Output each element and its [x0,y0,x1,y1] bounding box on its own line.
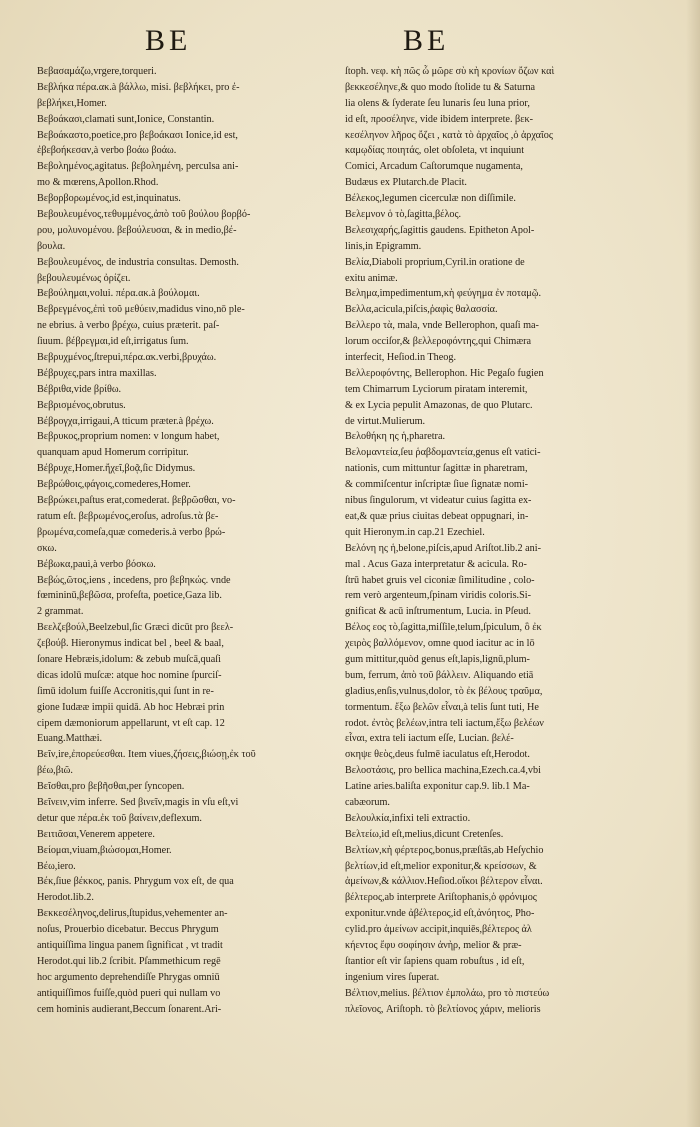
text-line: Βελομαντεία,ſeu ῥαβδομαντεία,genus eſt vatici- [345,447,541,459]
text-line: ζεβούβ. Hieronymus indicat bel , beel & baal, [37,638,224,650]
text-line: nationis, cum mittuntur ſagittæ in pharetram, [345,463,528,475]
text-line: Βεελζεβούλ,Beelzebul,ſic Græci dicūt pro βεελ- [37,622,234,634]
text-line: Βελόνη ης ἡ,belone,piſcis,apud Ariſtot.lib.2 ani- [345,542,541,554]
text-line: Βελεσιχαρής,ſagittis gaudens. Epitheton Apol- [345,224,535,236]
text-line: & commiſcentur inſcriptæ ſiue ſignatæ nomi- [345,479,529,491]
text-line: exitu animæ. [345,272,398,284]
text-line: ρου, μολυνομένου. βεβούλευσαι, & in medio,βέ- [37,224,237,236]
text-line: Comici, Arcadum Caſtorumque nugamenta, [345,161,523,173]
text-line: Βεβολημένος,agitatus. βεβολημένη, perculsa ani- [37,161,239,173]
text-line: ratum eſt. βεβρωμένος,eroſus, adroſus.τὰ βε- [37,510,219,522]
text-line: Βεβρισμένος,obrutus. [37,399,126,411]
text-line: fœmininū,βεβῶσα, profeſta, poetice,Gaza lib. [37,590,222,602]
text-line: ἀμείνων,& κάλλιον.Heſiod.οἴκοι βέλτερον εἶναι. [345,876,543,888]
text-line: antiquiſſimos fuiſſe,quòd pueri qui nullam vo [37,987,221,999]
text-line: Βεβρώθοις,φάγοις,comederes,Homer. [37,479,191,491]
text-line: Βεβρεγμένος,ἐπὶ τοῦ μεθύειν,madidus vino,nō ple- [37,304,245,316]
text-line: ſtrū habet gruis vel ciconiæ ſimilitudine , colo- [345,574,535,586]
text-line: Βεκκεσέληνος,delirus,ſtupidus,vehementer an- [37,908,228,920]
text-line: Βεβούλημαι,volui. πέρα.ακ.à βούλομαι. [37,288,200,300]
text-line: mal . Acus Gaza interpretatur & acicula. Ro- [345,558,527,570]
text-line: Βελοστάσις, pro bellica machina,Ezech.ca.4,vbi [345,765,541,777]
text-line: Βειτιᾶσαι,Venerem appetere. [37,828,155,840]
text-line: βουλα. [37,240,66,252]
text-line: lia olens & ſyderate ſeu lunaris ſeu luna prior, [345,97,530,109]
text-line: noſus, Prouerbio dicebatur. Beccus Phrygum [37,924,219,936]
text-line: cylid.pro ἀμείνων accipit,inquiēs,βέλτερος ἀλ [345,924,532,936]
text-line: lorum occiſor,& βελλεροφόντης,qui Chimæra [345,336,532,348]
text-line: Βέβρυχες,pars intra maxillas. [37,367,157,379]
text-line: Βέβρογχα,irrigaui,A tticum præter.à βρέχω. [37,415,214,427]
text-line: βελτίων,id eſt,melior exponitur,& κρείσσων, & [345,860,537,872]
text-line: Βελουλκία,infixi teli extractio. [345,812,471,824]
right-column [345,64,668,1017]
text-line: Βεβρώκει,paſtus erat,comederat. βεβρῶσθαι, vo- [37,495,236,507]
text-line: Βεβοάκασι,clamati sunt,Ionice, Constantin. [37,113,215,125]
text-line: εἶναι, extra teli iactum eſſe, Lucian. βελέ- [345,733,514,745]
text-line: σκηψε θεὸς,deus fulmē iaculatus eſt,Herodot. [345,749,530,761]
text-line: Βέβριθα,vide βρίθω. [37,383,122,395]
text-line: bum, ferrum, ἀπὸ τοῦ βάλλειν. Aliquando etiā [345,669,534,681]
text-line: gum mittitur,quòd genus eſt,lapis,lignū,plum- [345,653,530,665]
text-line: βεβουλευμένως ὀρίζει. [37,272,131,284]
text-line: πλεῖονος, Ariſtoph. τὸ βελτίονος χάριν, melioris [345,1003,541,1015]
text-line: σκω. [37,542,57,554]
text-line: Βελτίων,κὴ φέρτερος,bonus,præſtās,ab Heſychio [345,844,544,856]
text-line: Βέλεκος,legumen cicerculæ non diſſimile. [345,193,516,205]
text-line: Βελεμνον ὁ τὸ,ſagitta,βέλος. [345,209,462,221]
text-line: ſonare Hebræis,idolum: & zebub muſcā,quaſi [37,653,221,665]
text-line: Βεῖσθαι,pro βεβῆσθαι,per ſyncopen. [37,781,185,793]
text-line: ne ebrius. à verbo βρέχω, cuius præterit. paſ- [37,320,220,332]
text-line: βεκκεσέληνε,& quo modo ſtolide tu & Saturna [345,81,536,93]
text-line: Budæus ex Plutarch.de Placit. [345,177,467,189]
text-line: Herodot.qui lib.2 ſcribit. Pſammethicum regē [37,955,221,967]
text-line: Βέβωκα,pauì,à verbo βόσκω. [37,558,156,570]
text-line: de virtut.Mulierum. [345,415,426,427]
text-line: rodot. ἐντὸς βελέων,intra teli iactum,ἔξω βελέων [345,717,544,729]
text-line: βέλτερος,ab interprete Ariſtophanis,ὁ φρόνιμος [345,892,537,904]
text-line: detur que πέρα.ἐκ τοῦ βαίνειν,deflexum. [37,812,202,824]
text-line: καμῳδίας ποιητάς, olet obſoleta, vt inquiunt [345,145,525,157]
text-line: interfecit, Heſiod.in Theog. [345,352,456,364]
text-line: Βελοθήκη ης ἡ,pharetra. [345,431,446,443]
text-line: cem hominis audierant,Beccum ſonarent.Ari- [37,1003,222,1015]
text-line: Βεβορβορωμένος,id est,inquinatus. [37,193,181,205]
text-line: βέω,βιῶ. [37,765,73,777]
text-line: rem verò argenteum,ſpinam viridis coloris.Si- [345,590,531,602]
text-line: nibus ſingulorum, vt videatur cuius ſagitta ex- [345,495,532,507]
text-line: quit Hieronym.in cap.21 Ezechiel. [345,526,485,538]
text-line: Βεβασαμάζω,vrgere,torqueri. [37,66,157,77]
text-line: Βεβουλευμένος, de industria consultas. Demosth. [37,256,239,268]
text-line: Βεῖν,ire,ἐπορεύεσθαι. Item viues,ζήσεις,βιώσῃ,ἐκ τοῦ [37,749,256,761]
text-line: Βέλτιον,melius. βέλτιον ἐμπολάω, pro τὸ πιστεύω [345,987,550,999]
text-line: Euang.Matthæi. [37,733,103,745]
text-line: Βελλερο τὰ, mala, vnde Bellerophon, quaſi ma- [345,320,539,332]
text-line: Βεβλήκα πέρα.ακ.à βάλλω, misi. βεβλήκει, pro ἐ- [37,81,240,93]
text-line: id eſt, προσέληνε, vide ibidem interprete. βεκ- [345,113,534,125]
text-line: Latine aries.baliſta exponitur cap.9. lib.1 Ma- [345,781,530,793]
text-line: Βεβρυκος,proprium nomen: v longum habet, [37,431,220,443]
text-line: linis,in Epigramm. [345,240,422,252]
text-line: gladius,enſis,vulnus,dolor, τὸ ἐκ βέλους τραῦμα, [345,685,543,697]
text-line: ſiuum. βέβρεγμαι,id eſt,irrigatus ſum. [37,336,189,348]
text-line: Βεβώς,ῶτος,iens , incedens, pro βεβηκώς. vnde [37,574,231,586]
text-line: βεβλήκει,Homer. [37,97,107,109]
text-line: Herodot.lib.2. [37,892,94,904]
page-edge-shadow [686,0,700,1127]
text-line: tem Chimarrum Lyciorum piratam interemit, [345,383,528,395]
text-line: & ex Lycia pepulit Amazonas, de quo Plutarc. [345,399,533,411]
text-line: Βεβουλευμένος,τεθυμμένος,ἀπὸ τοῦ βούλου βορβό- [37,209,251,221]
text-line: cipem dæmoniorum appellarunt, vt eſt cap. 12 [37,717,225,729]
text-line: quanquam apud Homerum corripitur. [37,447,189,459]
text-line: ſtantior eſt vir ſapiens quam robuſtus , id eſt, [345,955,525,967]
text-line: Βέκ,ſiue βέκκος, panis. Phrygum vox eſt, de qua [37,876,234,888]
running-head-left: BE [145,24,192,57]
left-column [37,64,313,1017]
running-head-right: BE [403,24,450,57]
text-line: dicas idolū muſcæ: atque hoc nomine ſpurciſ- [37,669,222,681]
text-line: Βελτείω,id eſt,melius,dicunt Cretenſes. [345,828,504,840]
text-line: κήεντος ἔφυ σοφίησιν ἀνὴρ, melior & præ- [345,939,522,951]
text-line: Βεβοάκαστο,poetice,pro βεβοάκασι Ionice,id est, [37,129,238,141]
text-line: Βέω,iero. [37,860,76,872]
text-line: Βεβρυχμένος,ſtrepui,πέρα.ακ.verbi,βρυχάω. [37,352,217,364]
text-line: ſtoph. νεφ. κὴ πῶς ὦ μῶρε σὺ κὴ κρονίων ὄζων καὶ [345,66,555,77]
text-line: hoc argumento deprehendiſſe Phrygas omniū [37,971,220,983]
text-line: Βείομαι,viuam,βιώσομαι,Homer. [37,844,172,856]
text-line: mo & mœrens,Apollon.Rhod. [37,177,159,189]
text-line: Βέλος εος τὸ,ſagitta,miſſile,telum,ſpiculum, ὃ ἐκ [345,622,542,634]
text-line: cabæorum. [345,796,390,808]
text-line: κεσέληνον λῆρος ὄζει , κατὰ τὸ ἀρχαῖος ,ὁ ἀρχαῖος [345,129,553,141]
text-line: Βέβρυχε,Homer.ἤχεῖ,βοᾷ,ſic Didymus. [37,463,196,475]
text-line: exponitur.vnde ἀβέλτερος,id eſt,ἀνόητος, Pho- [345,908,535,920]
text-line: Βελημα,impedimentum,κὴ φεύγημα ἐν ποταμῷ. [345,288,542,300]
text-line: ἐβεβοήκεσαν,à verbo βοάω βοάω. [37,145,177,157]
text-line: eat,& quæ prius ciuitas debeat oppugnari, in- [345,510,529,522]
text-line: gione Iudææ impii quidā. Ab hoc Hebræi prin [37,701,225,713]
text-line: ingenium vires ſuperat. [345,971,440,983]
text-line: tormentum. ἔξω βελῶν εἶναι,à telis ſunt tuti, He [345,701,539,713]
text-line: 2 grammat. [37,606,84,618]
text-line: gnificat & acū inſtrumentum, Lucia. in Pſeud. [345,606,531,618]
text-line: Βελλα,acicula,piſcis,ῥαφὶς θαλασσία. [345,304,498,316]
text-line: χειρὸς βαλλόμενον, omne quod iacitur ac in lō [345,638,535,650]
text-line: Βεῖνειν,vim inferre. Sed βινεῖν,magis in vſu eſt,vi [37,796,239,808]
text-line: βρωμένα,comeſa,quæ comederis.à verbo βρώ- [37,526,226,538]
text-line: Βελία,Diaboli proprium,Cyril.in oratione de [345,256,525,268]
text-line: ſimū idolum fuiſſe Accronitis,qui ſunt in re- [37,685,214,697]
text-line: antiquiſſima lingua panem ſignificat , vt tradit [37,939,223,951]
text-line: Βελλεροφόντης, Bellerophon. Hic Pegaſo fugien [345,367,544,379]
